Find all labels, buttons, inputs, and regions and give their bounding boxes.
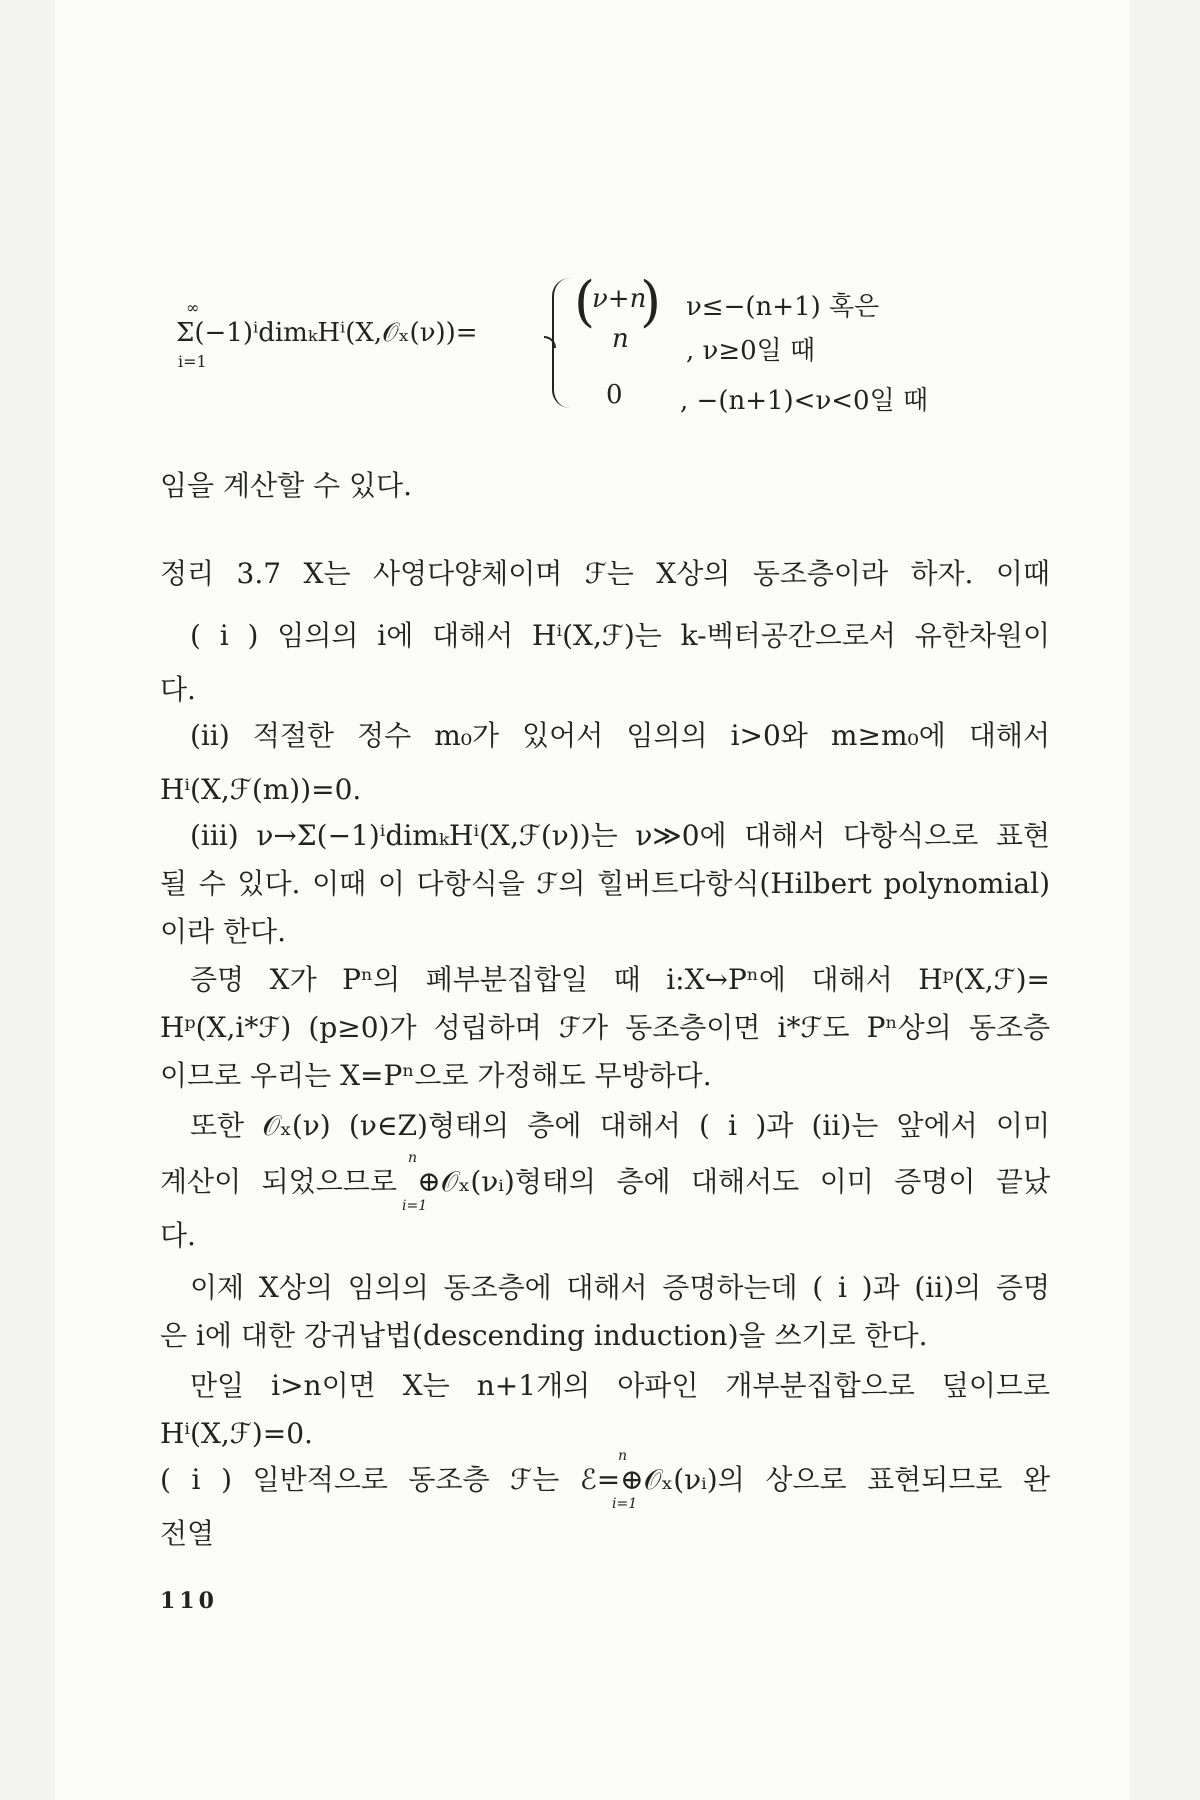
sum-lower-limit: i=1 bbox=[178, 352, 207, 371]
text-line: Hᵖ(X,i*ℱ) (p≥0)가 성립하며 ℱ가 동조층이면 i*ℱ도 Pⁿ상의 동조층 bbox=[160, 1011, 1050, 1044]
case2-condition: , −(n+1)<ν<0일 때 bbox=[680, 386, 929, 416]
text-line: ( i ) 일반적으로 동조층 ℱ는 ℰ=⊕𝒪ₓ(νᵢ)의 상으로 표현되므로 완 bbox=[160, 1463, 1050, 1496]
text-line: ( i ) 임의의 i에 대해서 Hⁱ(X,ℱ)는 k-벡터공간으로서 유한차원이 bbox=[190, 619, 1050, 652]
text-line: 다. bbox=[160, 1219, 196, 1252]
theorem-heading: 정리 3.7 X는 사영다양체이며 ℱ는 X상의 동조층이라 하자. 이때 bbox=[160, 557, 1050, 590]
oplus-upper-limit: n bbox=[408, 1150, 418, 1166]
text-line: 다. bbox=[160, 673, 196, 706]
text-line: 또한 𝒪ₓ(ν) (ν∈Z)형태의 층에 대해서 ( i )과 (ii)는 앞에서 이미 bbox=[190, 1109, 1050, 1142]
binom-bottom: n bbox=[612, 324, 629, 354]
oplus-lower-limit: i=1 bbox=[402, 1198, 428, 1214]
text-line: (ii) 적절한 정수 m₀가 있어서 임의의 i>0와 m≥m₀에 대해서 bbox=[190, 719, 1050, 752]
text-line: 임을 계산할 수 있다. bbox=[160, 469, 412, 502]
binom-right-paren: ) bbox=[640, 270, 662, 333]
binom-left-paren: ( bbox=[574, 270, 596, 333]
text-line: Hⁱ(X,ℱ(m))=0. bbox=[160, 773, 362, 806]
text-line: (iii) ν→Σ(−1)ⁱdimₖHⁱ(X,ℱ(ν))는 ν≫0에 대해서 다항식으로 표현 bbox=[190, 819, 1050, 852]
case1-condition-a: ν≤−(n+1) 혹은 bbox=[686, 292, 880, 322]
case1-condition-b: , ν≥0일 때 bbox=[686, 336, 816, 366]
sum-upper-limit: ∞ bbox=[186, 298, 200, 317]
text-line: Hⁱ(X,ℱ)=0. bbox=[160, 1417, 313, 1450]
binom-top: ν+n bbox=[592, 284, 647, 314]
text-line: 이므로 우리는 X=Pⁿ으로 가정해도 무방하다. bbox=[160, 1059, 712, 1092]
case2-value: 0 bbox=[606, 380, 623, 410]
text-line: 이제 X상의 임의의 동조층에 대해서 증명하는데 ( i )과 (ii)의 증명 bbox=[190, 1271, 1050, 1304]
equation-lhs: Σ(−1)ⁱdimₖHⁱ(X,𝒪ₓ(ν))= bbox=[176, 318, 478, 348]
page-number: 110 bbox=[160, 1588, 218, 1614]
cases-brace bbox=[552, 278, 572, 408]
text-line: 계산이 되었으므로 ⊕𝒪ₓ(νᵢ)형태의 층에 대해서도 이미 증명이 끝났 bbox=[160, 1165, 1050, 1198]
text-line: 전열 bbox=[160, 1517, 215, 1550]
proof-heading: 증명 X가 Pⁿ의 폐부분집합일 때 i:X↪Pⁿ에 대해서 Hᵖ(X,ℱ)= bbox=[190, 963, 1050, 996]
text-line: 이라 한다. bbox=[160, 915, 286, 948]
text-line: 될 수 있다. 이때 이 다항식을 ℱ의 힐버트다항식(Hilbert polynomial) bbox=[160, 867, 1050, 900]
oplus-lower-limit-2: i=1 bbox=[612, 1496, 638, 1512]
text-line: 은 i에 대한 강귀납법(descending induction)을 쓰기로 한다. bbox=[160, 1319, 928, 1352]
text-line: 만일 i>n이면 X는 n+1개의 아파인 개부분집합으로 덮이므로 bbox=[190, 1369, 1050, 1402]
oplus-upper-limit-2: n bbox=[618, 1448, 628, 1464]
